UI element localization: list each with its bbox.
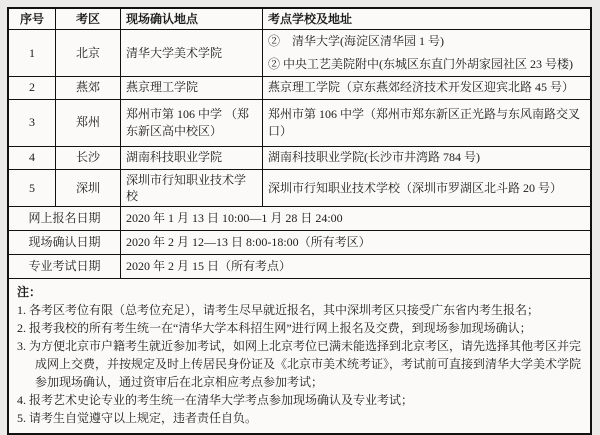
address-line: ② 清华大学(海淀区清华园 1 号) <box>268 34 444 49</box>
cell-region: 深圳 <box>56 169 121 206</box>
note-item: 5. 请考生自觉遵守以上规定，违者责任自负。 <box>17 410 258 425</box>
cell-school-address: 燕京理工学院（京东燕郊经济技术开发区迎宾北路 45 号） <box>263 76 592 99</box>
address-line: ② 中央工艺美院附中(东城区东直门外胡家园社区 23 号楼) <box>268 57 573 72</box>
table-header-row <box>8 8 591 30</box>
cell-confirm-place: 深圳市行知职业技术学校 <box>121 169 263 206</box>
table-row <box>8 30 591 76</box>
cell-serial: 1 <box>8 30 56 76</box>
schedule-value: 2020 年 1 月 13 日 10:00—1 月 28 日 24:00 <box>121 206 592 230</box>
schedule-row <box>8 206 591 230</box>
cell-school-address: 郑州市第 106 中学（郑州市郑东新区正光路与东风南路交叉口） <box>263 99 592 146</box>
cell-school-address: 湖南科技职业学院(长沙市井湾路 784 号) <box>263 146 592 169</box>
schedule-value: 2020 年 2 月 12—13 日 8:00-18:00（所有考区） <box>121 230 592 254</box>
note-item: 2. 报考我校的所有考生统一在“清华大学本科招生网”进行网上报名及交费，到现场参加现场确认； <box>17 320 532 335</box>
cell-school-address <box>263 30 592 76</box>
schedule-row <box>8 254 591 278</box>
notes-title: 注： <box>17 284 42 299</box>
schedule-row <box>8 230 591 254</box>
schedule-value: 2020 年 2 月 15 日（所有考点） <box>121 254 592 278</box>
note-item: 1. 各考区考位有限（总考位充足），请考生尽早就近报名，其中深圳考区只接受广东省内考生报名； <box>17 302 540 317</box>
cell-serial: 5 <box>8 169 56 206</box>
cell-confirm-place: 燕京理工学院 <box>121 76 263 99</box>
header-serial: 序号 <box>8 8 56 30</box>
cell-serial: 3 <box>8 99 56 146</box>
cell-region: 燕郊 <box>56 76 121 99</box>
table-row <box>8 99 591 146</box>
table-row <box>8 146 591 169</box>
header-school-address: 考点学校及地址 <box>263 8 592 30</box>
exam-info-table <box>7 7 592 435</box>
table-row <box>8 76 591 99</box>
document-sheet <box>7 7 592 435</box>
cell-confirm-place: 郑州市第 106 中学 （郑东新区高中校区） <box>121 99 263 146</box>
schedule-label: 专业考试日期 <box>8 254 121 278</box>
notes-cell <box>8 278 591 434</box>
cell-confirm-place: 清华大学美术学院 <box>121 30 263 76</box>
note-item: 4. 报考艺术史论专业的考生统一在清华大学考点参加现场确认及专业考试； <box>17 392 414 407</box>
cell-school-address: 深圳市行知职业技术学校（深圳市罗湖区北斗路 20 号） <box>263 169 592 206</box>
cell-region: 长沙 <box>56 146 121 169</box>
cell-region: 北京 <box>56 30 121 76</box>
header-region: 考区 <box>56 8 121 30</box>
table-row <box>8 169 591 206</box>
schedule-label: 现场确认日期 <box>8 230 121 254</box>
cell-serial: 2 <box>8 76 56 99</box>
cell-serial: 4 <box>8 146 56 169</box>
cell-confirm-place: 湖南科技职业学院 <box>121 146 263 169</box>
cell-region: 郑州 <box>56 99 121 146</box>
schedule-label: 网上报名日期 <box>8 206 121 230</box>
note-item: 3. 为方便北京市户籍考生就近参加考试，如网上北京考位已满未能选择到北京考区，请先选择其他考区并完成网上交费，并按规定及时上传居民身份证及《北京市美术统考证》，考试前可直接到清华大学美术学院参加现场确认，通过资审后在北京相应考点参加考试； <box>17 338 582 389</box>
notes-row <box>8 278 591 434</box>
header-confirm-place: 现场确认地点 <box>121 8 263 30</box>
